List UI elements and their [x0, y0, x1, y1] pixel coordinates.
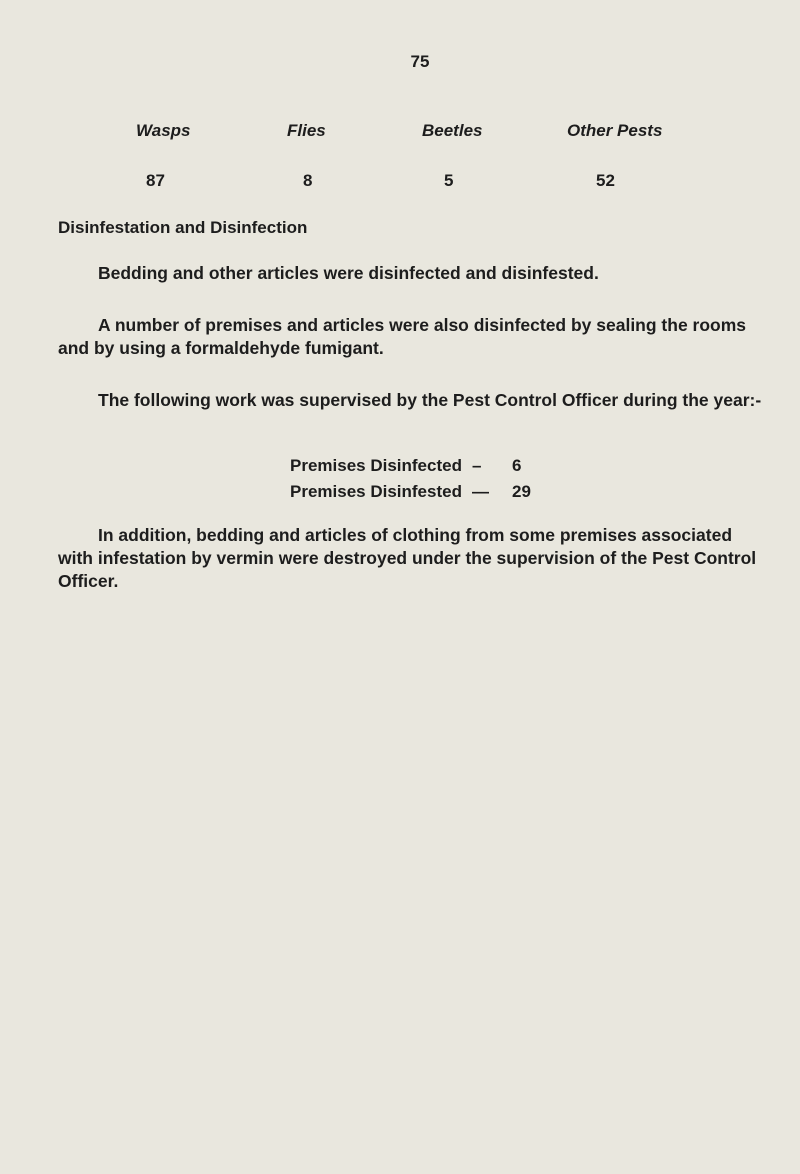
section-heading: Disinfestation and Disinfection: [58, 218, 308, 237]
stat-label: Premises Disinfested: [290, 482, 462, 501]
stat-label: Premises Disinfected: [290, 456, 462, 475]
paragraph-bedding: Bedding and other articles were disinfected and disinfested.: [98, 263, 599, 283]
pest-count-flies: 8: [303, 171, 313, 190]
stat-row-disinfested: [290, 482, 531, 502]
pest-count-beetles: 5: [444, 171, 454, 190]
pest-header-beetles: Beetles: [422, 121, 483, 140]
paragraph-premises: A number of premises and articles were also disinfected by sealing the rooms and by using a formaldehyde fumigant.: [58, 315, 747, 358]
stat-row-disinfected: [290, 456, 521, 476]
page-number: 75: [410, 52, 430, 71]
pest-header-other-pests: Other Pests: [567, 121, 663, 140]
pest-header-wasps: Wasps: [136, 121, 191, 140]
paragraph-closing: In addition, bedding and articles of clothing from some premises associated with infestation by vermin were destroyed under the supervision of the Pest Control Officer.: [58, 525, 757, 591]
stat-value: 29: [512, 482, 531, 501]
stat-value: 6: [512, 456, 522, 475]
pest-header-flies: Flies: [287, 121, 326, 140]
paragraph-following-work: The following work was supervised by the Pest Control Officer during the year:-: [98, 390, 762, 410]
stat-dash: —: [472, 482, 489, 501]
pest-count-other-pests: 52: [596, 171, 615, 190]
pest-count-wasps: 87: [146, 171, 165, 190]
stat-dash: –: [472, 456, 482, 475]
